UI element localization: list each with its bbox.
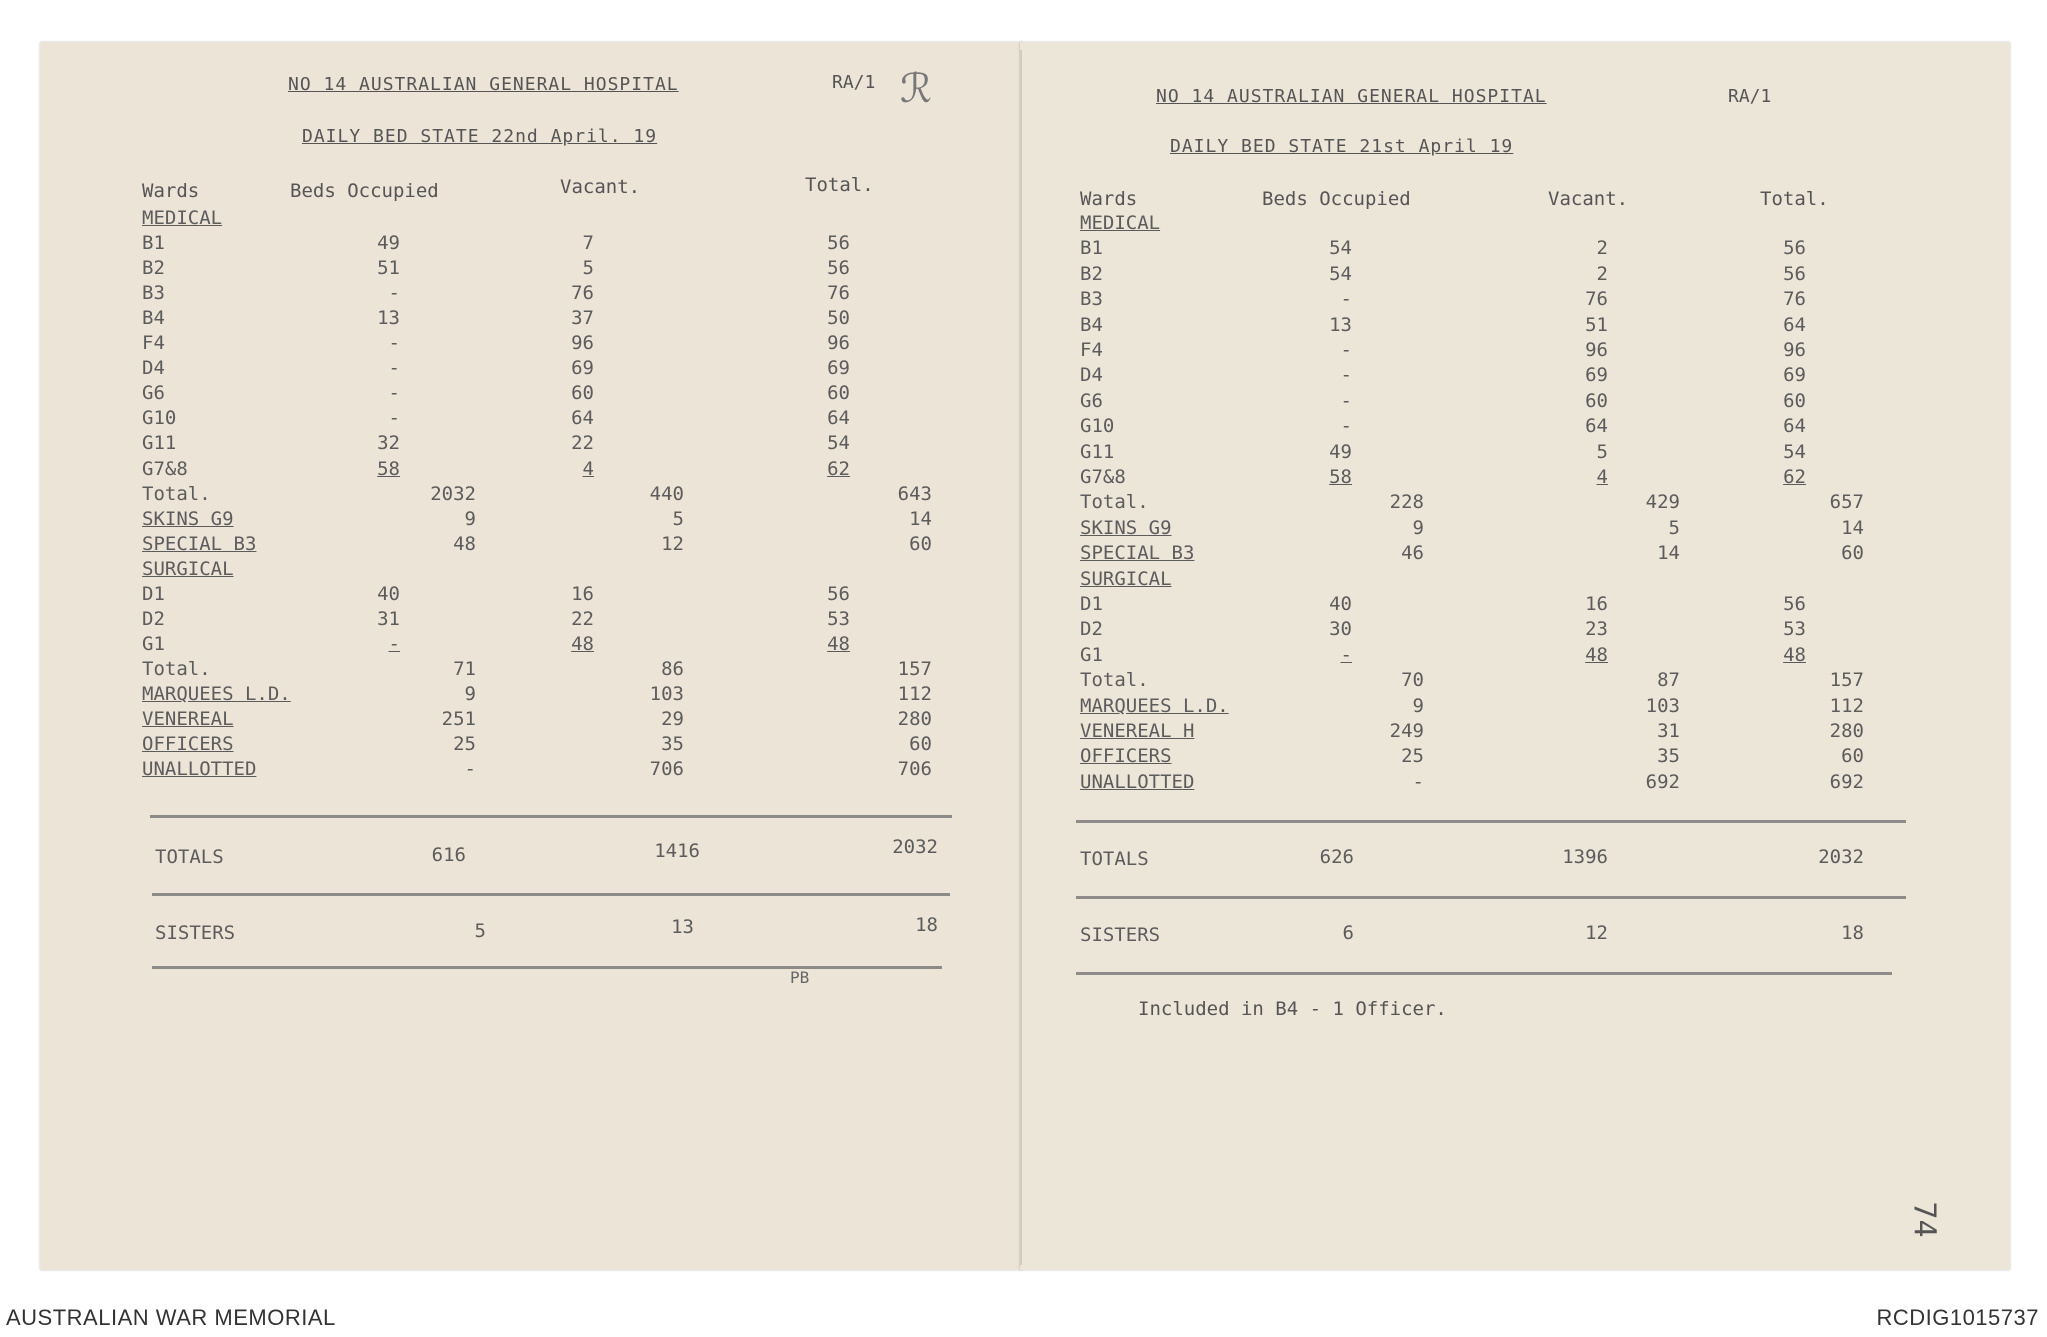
left-row-w: G7&8 xyxy=(142,457,188,480)
right-row-o2: 228 xyxy=(1389,491,1424,514)
right-row-v: 23 xyxy=(1585,618,1608,641)
left-row-v: 22 xyxy=(571,432,594,455)
right-row-v2: 35 xyxy=(1657,745,1680,768)
left-row-t: 96 xyxy=(827,332,850,355)
left-row-v: 37 xyxy=(571,307,594,330)
right-row-w: F4 xyxy=(1080,339,1103,361)
right-sisters-occupied: 6 xyxy=(1342,922,1354,944)
left-row-t: 76 xyxy=(827,282,850,305)
left-row-v2: 12 xyxy=(661,532,684,555)
left-sisters-label: SISTERS xyxy=(155,922,236,944)
right-row-o: 54 xyxy=(1329,237,1352,260)
right-row-v: 48 xyxy=(1585,643,1608,666)
right-row-v2: 14 xyxy=(1657,542,1680,565)
right-row-t2: 60 xyxy=(1841,542,1864,565)
right-row-w: G10 xyxy=(1080,415,1115,438)
left-row-w: VENEREAL xyxy=(142,708,234,730)
right-row-o: - xyxy=(1340,389,1352,412)
left-row-t2: 112 xyxy=(897,682,932,705)
right-sheet xyxy=(1020,42,2010,1270)
left-row-w: Total. xyxy=(142,482,211,505)
left-row-t: 69 xyxy=(827,357,850,380)
left-row-v: 7 xyxy=(582,232,594,255)
left-totals-label: TOTALS xyxy=(155,846,224,868)
right-row-t2: 280 xyxy=(1829,720,1864,742)
right-row-w: B2 xyxy=(1080,262,1103,285)
right-row-o: - xyxy=(1340,364,1352,387)
left-row-o: 51 xyxy=(377,257,400,280)
right-row-v: 64 xyxy=(1585,415,1608,438)
left-row-v: 60 xyxy=(571,382,594,405)
right-rule-2 xyxy=(1076,896,1906,899)
left-row-w: G10 xyxy=(142,407,177,430)
right-row-w: Total. xyxy=(1080,491,1149,514)
archive-credit: AUSTRALIAN WAR MEMORIAL xyxy=(6,1305,336,1330)
left-totals-vacant: 1416 xyxy=(654,840,700,862)
right-row-t: 48 xyxy=(1783,643,1806,666)
left-row-v: 96 xyxy=(571,332,594,355)
left-row-w: SURGICAL xyxy=(142,557,234,580)
right-reference: RA/1 xyxy=(1728,86,1772,107)
left-row-t: 56 xyxy=(827,257,850,280)
right-row-v2: 31 xyxy=(1657,720,1680,742)
right-row-t: 56 xyxy=(1783,262,1806,285)
left-row-o2: 9 xyxy=(464,507,476,530)
left-row-v: 4 xyxy=(582,457,594,480)
right-row-t: 53 xyxy=(1783,618,1806,641)
right-row-o2: 9 xyxy=(1412,694,1424,717)
right-row-w: OFFICERS xyxy=(1080,745,1172,768)
left-row-o2: 9 xyxy=(464,682,476,705)
right-row-t2: 112 xyxy=(1829,694,1864,717)
left-row-w: D1 xyxy=(142,582,165,605)
right-row-v2: 429 xyxy=(1645,491,1680,514)
left-row-t2: 14 xyxy=(909,507,932,530)
left-reference: RA/1 xyxy=(832,72,876,93)
left-totals-total: 2032 xyxy=(892,836,938,858)
right-totals-label: TOTALS xyxy=(1080,848,1149,870)
left-hospital-title: NO 14 AUSTRALIAN GENERAL HOSPITAL xyxy=(288,74,679,95)
left-row-o: 31 xyxy=(377,607,400,630)
left-row-w: G6 xyxy=(142,382,165,405)
right-row-v2: 103 xyxy=(1645,694,1680,717)
left-row-o: 49 xyxy=(377,232,400,255)
right-row-v: 16 xyxy=(1585,593,1608,615)
left-row-w: MEDICAL xyxy=(142,207,223,229)
left-row-t: 56 xyxy=(827,582,850,605)
left-row-o2: 251 xyxy=(441,708,476,730)
right-row-o: 40 xyxy=(1329,593,1352,615)
left-row-v2: 706 xyxy=(649,758,684,781)
left-row-o: - xyxy=(388,332,400,355)
right-col-vacant: Vacant. xyxy=(1548,188,1629,210)
right-row-w: G11 xyxy=(1080,440,1115,463)
right-row-w: MEDICAL xyxy=(1080,212,1161,234)
right-row-t: 69 xyxy=(1783,364,1806,387)
right-sisters-total: 18 xyxy=(1841,922,1864,944)
left-col-wards: Wards xyxy=(142,180,200,202)
right-footnote: Included in B4 - 1 Officer. xyxy=(1138,998,1447,1020)
right-row-o: 54 xyxy=(1329,262,1352,285)
left-row-o: - xyxy=(388,357,400,380)
right-row-t2: 657 xyxy=(1829,491,1864,514)
right-row-w: VENEREAL H xyxy=(1080,720,1195,742)
left-row-t2: 643 xyxy=(897,482,932,505)
left-col-occupied: Beds Occupied xyxy=(290,180,439,202)
left-row-t2: 706 xyxy=(897,758,932,781)
left-row-w: OFFICERS xyxy=(142,733,234,756)
right-row-t: 60 xyxy=(1783,389,1806,412)
left-row-v: 22 xyxy=(571,607,594,630)
left-row-o2: 71 xyxy=(453,657,476,680)
right-row-w: SURGICAL xyxy=(1080,567,1172,590)
right-row-o: 49 xyxy=(1329,440,1352,463)
left-row-w: G1 xyxy=(142,632,165,655)
left-bed-state-date: DAILY BED STATE 22nd April. 19 xyxy=(302,126,658,147)
right-row-w: D2 xyxy=(1080,618,1103,641)
right-row-v: 76 xyxy=(1585,288,1608,311)
right-row-o2: 70 xyxy=(1401,669,1424,692)
right-row-o2: 46 xyxy=(1401,542,1424,565)
left-row-v: 76 xyxy=(571,282,594,305)
left-row-o2: - xyxy=(464,758,476,781)
folio-number: 74 xyxy=(1906,1201,1942,1238)
left-row-v2: 5 xyxy=(672,507,684,530)
right-row-t2: 692 xyxy=(1829,770,1864,793)
left-row-w: SPECIAL B3 xyxy=(142,532,257,555)
right-row-v: 69 xyxy=(1585,364,1608,387)
left-sisters-occupied: 5 xyxy=(474,920,486,942)
right-row-w: G7&8 xyxy=(1080,466,1126,488)
right-row-v2: 87 xyxy=(1657,669,1680,692)
left-row-t: 54 xyxy=(827,432,850,455)
left-row-w: B1 xyxy=(142,232,165,255)
right-row-w: UNALLOTTED xyxy=(1080,770,1195,793)
right-row-o: 13 xyxy=(1329,313,1352,336)
right-row-t: 54 xyxy=(1783,440,1806,463)
right-sisters-vacant: 12 xyxy=(1585,922,1608,944)
right-row-v: 60 xyxy=(1585,389,1608,412)
right-row-o: - xyxy=(1340,643,1352,666)
right-row-o2: 9 xyxy=(1412,516,1424,539)
left-initials: PB xyxy=(790,968,810,987)
right-row-w: Total. xyxy=(1080,669,1149,692)
left-row-v: 69 xyxy=(571,357,594,380)
right-row-t: 56 xyxy=(1783,237,1806,260)
left-row-w: Total. xyxy=(142,657,211,680)
right-totals-vacant: 1396 xyxy=(1562,846,1608,868)
right-row-w: B1 xyxy=(1080,237,1103,260)
right-row-o2: 25 xyxy=(1401,745,1424,768)
right-hospital-title: NO 14 AUSTRALIAN GENERAL HOSPITAL xyxy=(1156,86,1547,107)
left-row-w: MARQUEES L.D. xyxy=(142,682,291,705)
right-bed-state-date: DAILY BED STATE 21st April 19 xyxy=(1170,136,1514,157)
right-row-o2: 249 xyxy=(1389,720,1424,742)
left-row-w: UNALLOTTED xyxy=(142,758,257,781)
right-row-w: B3 xyxy=(1080,288,1103,311)
right-col-total: Total. xyxy=(1760,188,1829,210)
left-row-t: 64 xyxy=(827,407,850,430)
left-row-t: 50 xyxy=(827,307,850,330)
right-row-t: 96 xyxy=(1783,339,1806,361)
right-row-o: 58 xyxy=(1329,466,1352,488)
left-row-v2: 440 xyxy=(649,482,684,505)
left-row-t: 62 xyxy=(827,457,850,480)
left-row-t2: 157 xyxy=(897,657,932,680)
left-row-v2: 86 xyxy=(661,657,684,680)
right-rule-3 xyxy=(1076,972,1892,975)
right-row-o: - xyxy=(1340,288,1352,311)
right-row-w: MARQUEES L.D. xyxy=(1080,694,1229,717)
left-row-v2: 103 xyxy=(649,682,684,705)
left-row-t: 60 xyxy=(827,382,850,405)
left-row-t2: 60 xyxy=(909,532,932,555)
left-row-w: B2 xyxy=(142,257,165,280)
right-row-v: 2 xyxy=(1596,237,1608,260)
right-row-w: G6 xyxy=(1080,389,1103,412)
left-row-o: - xyxy=(388,407,400,430)
left-row-t: 56 xyxy=(827,232,850,255)
left-rule-2 xyxy=(152,893,950,896)
left-row-v: 64 xyxy=(571,407,594,430)
left-row-v2: 29 xyxy=(661,708,684,730)
left-row-o2: 25 xyxy=(453,733,476,756)
right-row-v: 96 xyxy=(1585,339,1608,361)
right-row-w: SPECIAL B3 xyxy=(1080,542,1195,565)
left-row-w: D2 xyxy=(142,607,165,630)
left-sisters-vacant: 13 xyxy=(671,916,694,938)
left-rule-1 xyxy=(150,815,952,818)
left-row-w: B3 xyxy=(142,282,165,305)
left-col-vacant: Vacant. xyxy=(560,176,641,198)
left-row-o2: 2032 xyxy=(430,482,476,505)
left-row-w: B4 xyxy=(142,307,165,330)
left-row-v2: 35 xyxy=(661,733,684,756)
right-col-occupied: Beds Occupied xyxy=(1262,188,1411,210)
left-row-o: 40 xyxy=(377,582,400,605)
right-row-t2: 157 xyxy=(1829,669,1864,692)
left-row-o: 58 xyxy=(377,457,400,480)
archive-reference: RCDIG1015737 xyxy=(1876,1305,2039,1330)
left-sisters-total: 18 xyxy=(915,914,938,936)
left-row-t2: 280 xyxy=(897,708,932,730)
page-fold xyxy=(1020,50,1022,1265)
right-row-t: 76 xyxy=(1783,288,1806,311)
right-row-t: 64 xyxy=(1783,313,1806,336)
left-row-o: 13 xyxy=(377,307,400,330)
left-row-o: - xyxy=(388,282,400,305)
left-row-o: 32 xyxy=(377,432,400,455)
right-totals-occupied: 626 xyxy=(1319,846,1354,868)
left-row-t2: 60 xyxy=(909,733,932,756)
right-row-v: 4 xyxy=(1596,466,1608,488)
right-row-t2: 60 xyxy=(1841,745,1864,768)
left-row-t: 48 xyxy=(827,632,850,655)
right-row-o: - xyxy=(1340,339,1352,361)
left-row-w: D4 xyxy=(142,357,165,380)
right-sisters-label: SISTERS xyxy=(1080,924,1161,946)
right-row-v2: 5 xyxy=(1668,516,1680,539)
left-row-w: G11 xyxy=(142,432,177,455)
right-rule-1 xyxy=(1076,820,1906,823)
left-rule-3 xyxy=(152,966,942,969)
right-row-v: 5 xyxy=(1596,440,1608,463)
right-col-wards: Wards xyxy=(1080,188,1138,210)
right-totals-total: 2032 xyxy=(1818,846,1864,868)
left-row-v: 16 xyxy=(571,582,594,605)
right-row-w: D4 xyxy=(1080,364,1103,387)
right-row-w: D1 xyxy=(1080,593,1103,615)
left-row-o: - xyxy=(388,382,400,405)
left-row-o2: 48 xyxy=(453,532,476,555)
left-row-o: - xyxy=(388,632,400,655)
right-row-t: 56 xyxy=(1783,593,1806,615)
right-row-t: 62 xyxy=(1783,466,1806,488)
left-col-total: Total. xyxy=(805,174,874,196)
right-row-w: G1 xyxy=(1080,643,1103,666)
ink-mark: ℛ xyxy=(900,66,932,112)
right-row-w: SKINS G9 xyxy=(1080,516,1172,539)
left-totals-occupied: 616 xyxy=(431,844,466,866)
left-row-t: 53 xyxy=(827,607,850,630)
right-row-v: 2 xyxy=(1596,262,1608,285)
right-row-t2: 14 xyxy=(1841,516,1864,539)
right-row-o: 30 xyxy=(1329,618,1352,641)
right-row-o: - xyxy=(1340,415,1352,438)
right-row-o2: - xyxy=(1412,770,1424,793)
right-row-v2: 692 xyxy=(1645,770,1680,793)
right-row-w: B4 xyxy=(1080,313,1103,336)
left-row-w: F4 xyxy=(142,332,165,355)
left-row-w: SKINS G9 xyxy=(142,507,234,530)
right-row-v: 51 xyxy=(1585,313,1608,336)
left-row-v: 5 xyxy=(582,257,594,280)
right-row-t: 64 xyxy=(1783,415,1806,438)
left-row-v: 48 xyxy=(571,632,594,655)
